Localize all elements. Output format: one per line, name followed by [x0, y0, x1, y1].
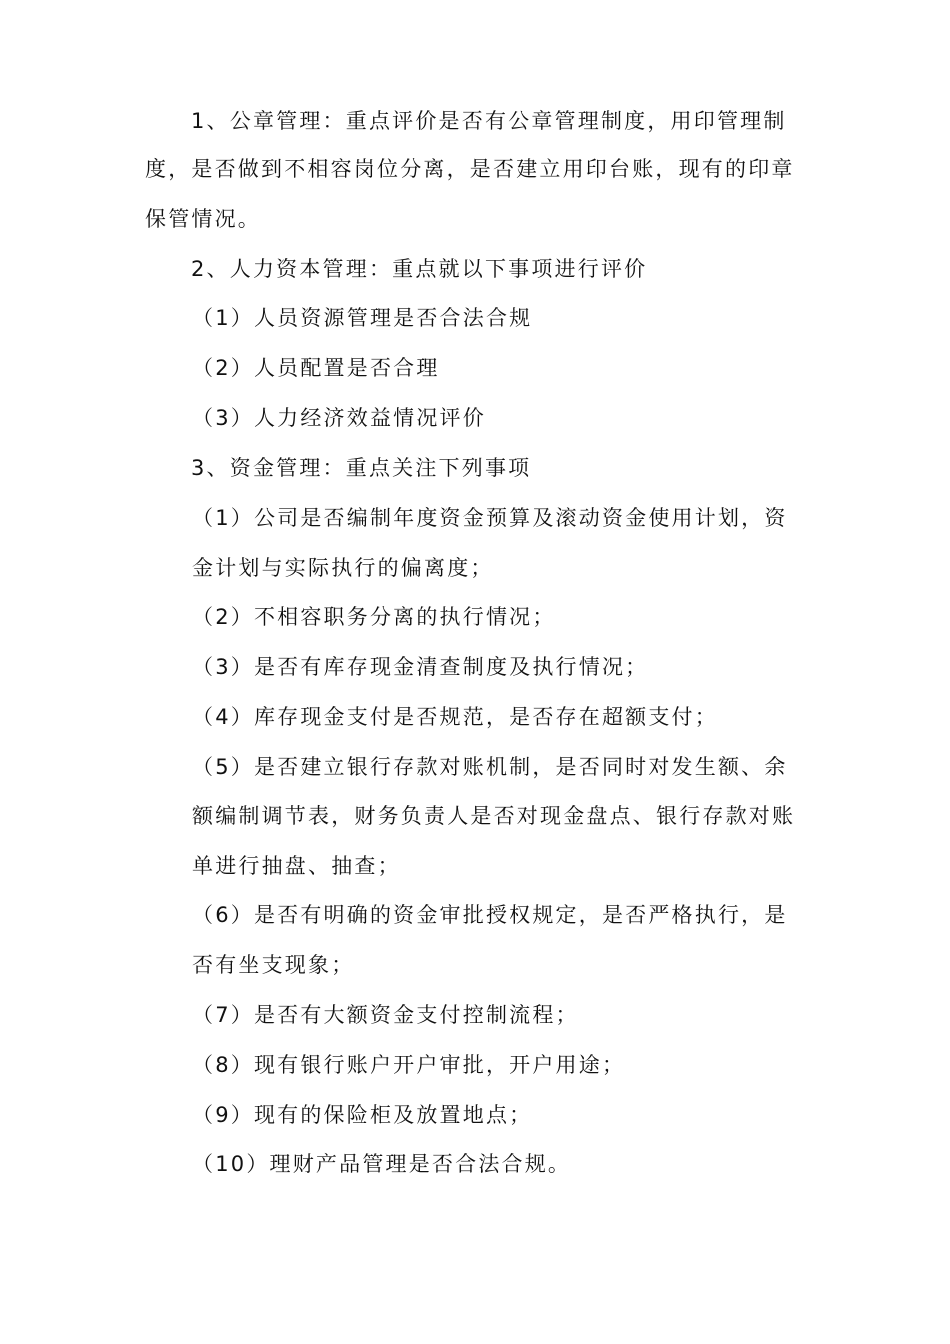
item-3-sub-5-line-1: （5）是否建立银行存款对账机制，是否同时对发生额、余	[192, 755, 788, 779]
item-2-sub-3: （3）人力经济效益情况评价	[192, 406, 486, 430]
item-3-sub-4: （4）库存现金支付是否规范，是否存在超额支付；	[192, 705, 718, 729]
item-3-sub-6-line-2: 否有坐支现象；	[192, 953, 355, 977]
item-1-line-2: 度，是否做到不相容岗位分离，是否建立用印台账，现有的印章	[145, 157, 795, 181]
item-3-sub-5-line-3: 单进行抽盘、抽查；	[192, 854, 401, 878]
item-3-heading: 3、资金管理：重点关注下列事项	[191, 456, 532, 480]
item-3-sub-3: （3）是否有库存现金清查制度及执行情况；	[192, 655, 649, 679]
item-3-sub-2: （2）不相容职务分离的执行情况；	[192, 605, 556, 629]
item-3-sub-6-line-1: （6）是否有明确的资金审批授权规定，是否严格执行，是	[192, 903, 788, 927]
item-3-sub-8: （8）现有银行账户开户审批，开户用途；	[192, 1053, 626, 1077]
item-3-sub-7: （7）是否有大额资金支付控制流程；	[192, 1003, 579, 1027]
item-1-line-1: 1、公章管理：重点评价是否有公章管理制度，用印管理制	[191, 109, 787, 133]
item-2-sub-2: （2）人员配置是否合理	[192, 356, 440, 380]
item-1-line-3: 保管情况。	[145, 207, 261, 231]
item-3-sub-10: （10）理财产品管理是否合法合规。	[192, 1152, 572, 1176]
item-3-sub-5-line-2: 额编制调节表，财务负责人是否对现金盘点、银行存款对账	[192, 804, 796, 828]
item-3-sub-1-line-1: （1）公司是否编制年度资金预算及滚动资金使用计划，资	[192, 506, 788, 530]
item-2-sub-1: （1）人员资源管理是否合法合规	[192, 306, 533, 330]
item-3-sub-1-line-2: 金计划与实际执行的偏离度；	[192, 556, 494, 580]
item-3-sub-9: （9）现有的保险柜及放置地点；	[192, 1103, 533, 1127]
item-2-heading: 2、人力资本管理：重点就以下事项进行评价	[191, 257, 648, 281]
